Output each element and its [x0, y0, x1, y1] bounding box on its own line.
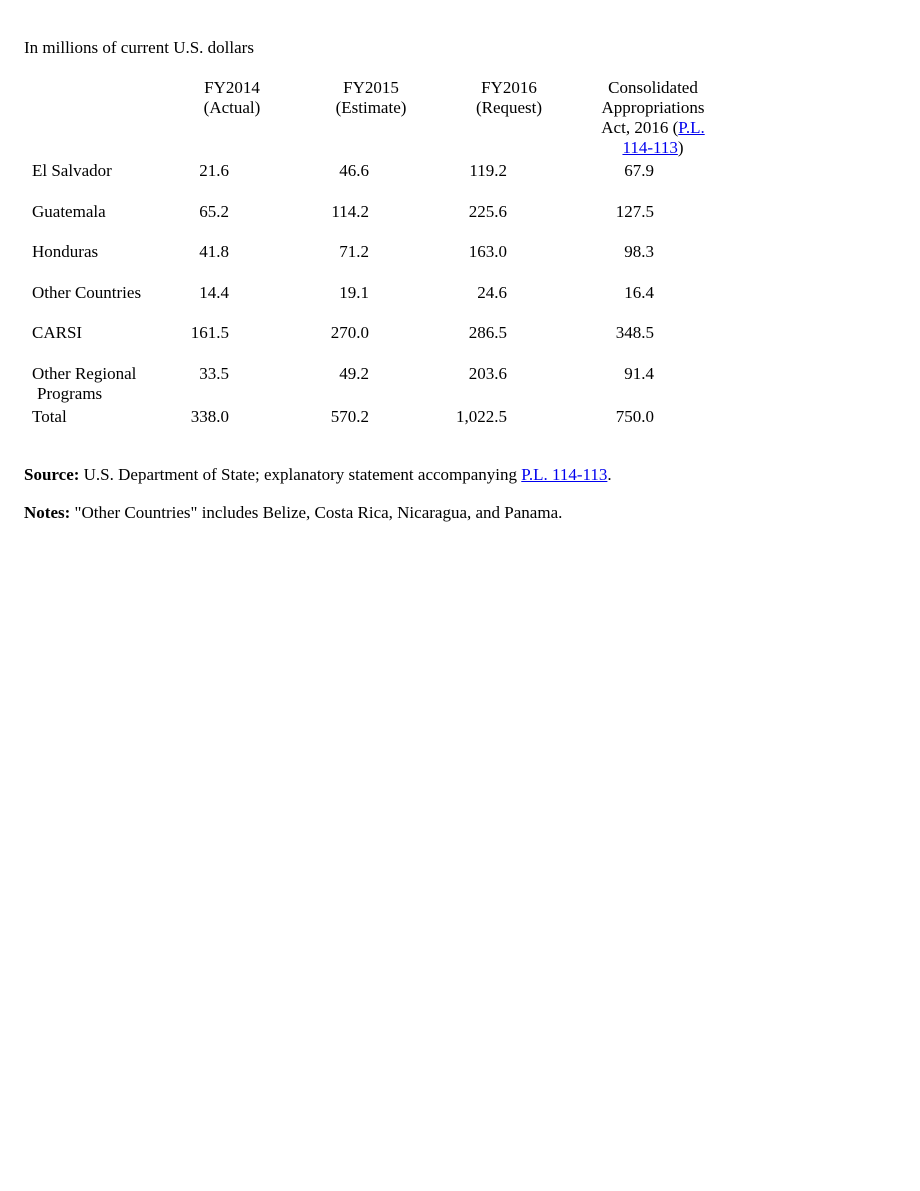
cell-carsi-fy2015: 270.0	[330, 323, 369, 342]
cell-total-fy2016: 1,022.5	[456, 407, 507, 426]
cell-other-countries-fy2015: 19.1	[339, 283, 369, 302]
header-fy2014-line2: (Actual)	[203, 98, 261, 117]
header-fy2014	[196, 78, 268, 118]
header-consolidated-line2: Appropriations	[601, 98, 705, 117]
row-label-carsi: CARSI	[32, 323, 83, 342]
header-consolidated-line3	[592, 118, 714, 138]
source-end: .	[607, 465, 612, 484]
cell-other-regional-fy2014: 33.5	[199, 364, 229, 383]
cell-honduras-fy2015: 71.2	[339, 242, 369, 261]
cell-guatemala-fy2015: 114.2	[331, 202, 369, 221]
cell-honduras-fy2016: 163.0	[468, 242, 507, 261]
table-caption: In millions of current U.S. dollars	[24, 38, 254, 57]
header-fy2015	[328, 78, 414, 118]
cell-guatemala-fy2014: 65.2	[199, 202, 229, 221]
cell-carsi-fy2016: 286.5	[468, 323, 507, 342]
row-label-other-countries: Other Countries	[32, 283, 142, 302]
header-consolidated-prefix: Act, 2016 (	[601, 118, 679, 137]
header-fy2015-line2: (Estimate)	[335, 98, 407, 117]
header-consolidated-line4	[592, 138, 714, 158]
source-text: U.S. Department of State; explanatory statement accompanying	[79, 465, 522, 484]
row-label-other-regional-line2: Programs	[37, 384, 103, 403]
row-label-honduras: Honduras	[32, 242, 99, 261]
cell-other-countries-fy2014: 14.4	[199, 283, 229, 302]
source-label: Source:	[24, 465, 80, 484]
header-fy2015-line1: FY2015	[343, 78, 399, 97]
header-fy2014-line1: FY2014	[204, 78, 260, 97]
row-label-guatemala: Guatemala	[32, 202, 106, 221]
header-fy2016-line1: FY2016	[481, 78, 537, 97]
source-note	[24, 465, 612, 485]
cell-total-consolidated: 750.0	[615, 407, 654, 426]
cell-other-countries-consolidated: 16.4	[624, 283, 654, 302]
cell-other-regional-consolidated: 91.4	[624, 364, 654, 383]
header-consolidated-line1: Consolidated	[608, 78, 698, 97]
cell-guatemala-fy2016: 225.6	[468, 202, 507, 221]
cell-total-fy2015: 570.2	[330, 407, 369, 426]
cell-other-countries-fy2016: 24.6	[477, 283, 507, 302]
notes	[24, 503, 562, 523]
cell-el-salvador-fy2015: 46.6	[339, 161, 369, 180]
cell-honduras-consolidated: 98.3	[624, 242, 654, 261]
cell-other-regional-fy2015: 49.2	[339, 364, 369, 383]
row-label-other-regional-programs	[32, 364, 136, 404]
header-consolidated	[592, 78, 714, 158]
notes-text: "Other Countries" includes Belize, Costa Rica, Nicaragua, and Panama.	[70, 503, 563, 522]
cell-other-regional-fy2016: 203.6	[468, 364, 507, 383]
header-consolidated-suffix: )	[677, 138, 684, 157]
cell-total-fy2014: 338.0	[190, 407, 229, 426]
pl-114-113-header-link-part1[interactable]: P.L.	[678, 118, 705, 137]
pl-114-113-source-link[interactable]: P.L. 114-113	[521, 465, 608, 484]
cell-el-salvador-fy2014: 21.6	[199, 161, 229, 180]
cell-el-salvador-fy2016: 119.2	[469, 161, 507, 180]
cell-carsi-consolidated: 348.5	[615, 323, 654, 342]
row-label-el-salvador: El Salvador	[32, 161, 112, 180]
header-fy2016	[468, 78, 550, 118]
row-label-total: Total	[32, 407, 67, 426]
row-label-other-regional-line1: Other Regional	[32, 364, 137, 383]
cell-carsi-fy2014: 161.5	[190, 323, 229, 342]
cell-el-salvador-consolidated: 67.9	[624, 161, 654, 180]
cell-guatemala-consolidated: 127.5	[615, 202, 654, 221]
cell-honduras-fy2014: 41.8	[199, 242, 229, 261]
pl-114-113-header-link-part2[interactable]: 114-113	[622, 138, 678, 157]
header-fy2016-line2: (Request)	[475, 98, 543, 117]
notes-label: Notes:	[24, 503, 71, 522]
